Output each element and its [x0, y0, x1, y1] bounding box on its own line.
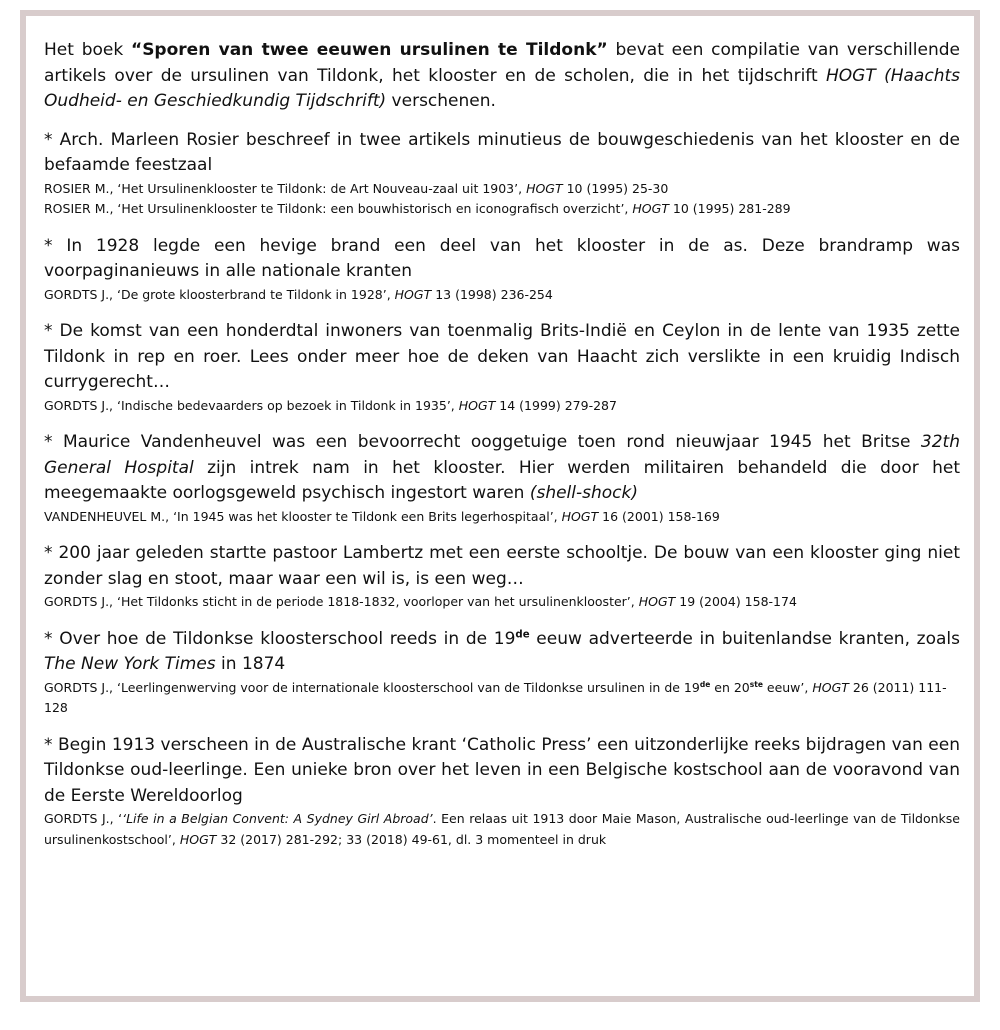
list-item: [44, 128, 960, 220]
list-item: [44, 234, 960, 306]
item-text: * Arch. Marleen Rosier beschreef in twee artikels minutieus de bouwgeschiedenis van het klooster en de befaamde feestzaal: [44, 129, 960, 175]
intro-text: Het boek: [44, 40, 132, 60]
item-text: * De komst van een honderdtal inwoners van toenmalig Brits-Indië en Ceylon in de lente van 1935 zette Tildonk in rep en roer. Lees onder meer hoe de deken van Haacht zich verslikte in een kruidig Indisch currygerecht…: [44, 321, 960, 392]
journal-abbrev: HOGT: [561, 508, 599, 524]
intro-text: verschenen.: [386, 91, 496, 111]
list-item: [44, 319, 960, 416]
item-text: * Begin 1913 verscheen in de Australische krant ‘Catholic Press’ een uitzonderlijke reeks bijdragen van een Tildonkse oud-leerlinge. Een unieke bron over het leven in een Belgische kostschool aan de vooravond van de Eerste Wereldoorlog: [44, 734, 960, 806]
reference: GORDTS J., ‘De grote kloosterbrand te Tildonk in 1928’, HOGT 13 (1998) 236-254: [44, 286, 553, 302]
intro-paragraph: [44, 38, 960, 115]
list-item: [44, 733, 960, 851]
journal-abbrev: HOGT: [812, 679, 849, 695]
journal-abbrev: HOGT: [632, 201, 669, 216]
list-item: [44, 541, 960, 613]
reference: GORDTS J., ‘Leerlingenwerving voor de internationale kloosterschool van de Tildonkse ursulinen in de 19de en 20ste eeuw’, HOGT 26 (2011) 111-128: [44, 679, 947, 715]
journal-abbrev: HOGT: [458, 397, 496, 413]
item-text: * Maurice Vandenheuvel was een bevoorrecht ooggetuige toen rond nieuwjaar 1945 het Britse 32th General Hospital zijn intrek nam in het klooster. Hier werden militairen behandeld die door het meegemaakte oorlogsgeweld psychisch ingestort waren (shell-shock): [44, 432, 960, 503]
item-text: * 200 jaar geleden startte pastoor Lambertz met een eerste schooltje. De bouw van een klooster ging niet zonder slag en stoot, maar waar een wil is, is een weg…: [44, 543, 960, 589]
journal-abbrev: HOGT: [179, 831, 217, 847]
newspaper-name: The New York Times: [44, 654, 216, 674]
article-title: ‘Life in a Belgian Convent: A Sydney Girl Abroad’: [122, 811, 433, 826]
journal-abbrev: HOGT: [638, 594, 676, 609]
item-text: * Over hoe de Tildonkse kloosterschool reeds in de 19de eeuw adverteerde in buitenlandse kranten, zoals The New York Times in 1874: [44, 628, 960, 674]
reference: VANDENHEUVEL M., ‘In 1945 was het klooster te Tildonk een Brits legerhospitaal’, HOGT 16 (2001) 158-169: [44, 508, 720, 524]
journal-name: HOGT (Haachts Oudheid- en Geschiedkundig Tijdschrift): [44, 65, 960, 111]
item-text: * In 1928 legde een hevige brand een deel van het klooster in de as. Deze brandramp was voorpaginanieuws in alle nationale kranten: [44, 235, 960, 281]
reference: GORDTS J., ‘‘Life in a Belgian Convent: A Sydney Girl Abroad’. Een relaas uit 1913 door Maie Mason, Australische oud-leerlinge van de Tildonkse ursulinenkostschool’, HOGT 32 (2017) 281-292; 33 (2018) 49-61, dl. 3 momenteel in druk: [44, 811, 960, 847]
shell-shock-term: (shell-shock): [529, 483, 638, 503]
journal-abbrev: HOGT: [526, 180, 563, 196]
list-item: [44, 430, 960, 527]
journal-abbrev: HOGT: [394, 286, 432, 302]
list-item: [44, 627, 960, 719]
reference: GORDTS J., ‘Het Tildonks sticht in de periode 1818-1832, voorloper van het ursulinenklooster’, HOGT 19 (2004) 158-174: [44, 594, 797, 609]
reference: ROSIER M., ‘Het Ursulinenklooster te Tildonk: de Art Nouveau-zaal uit 1903’, HOGT 10 (1995) 25-30: [44, 180, 669, 196]
reference: ROSIER M., ‘Het Ursulinenklooster te Tildonk: een bouwhistorisch en iconografisch overzicht’, HOGT 10 (1995) 281-289: [44, 201, 791, 216]
document-frame: [20, 10, 980, 1002]
hospital-name: 32th General Hospital: [44, 432, 960, 478]
book-title: “Sporen van twee eeuwen ursulinen te Tildonk”: [131, 40, 608, 60]
reference: GORDTS J., ‘Indische bedevaarders op bezoek in Tildonk in 1935’, HOGT 14 (1999) 279-287: [44, 397, 617, 413]
intro-text: bevat een compilatie van verschillende artikels over de ursulinen van Tildonk, het klooster en de scholen, die in het tijdschrift: [44, 40, 960, 86]
document-content: [44, 38, 960, 864]
